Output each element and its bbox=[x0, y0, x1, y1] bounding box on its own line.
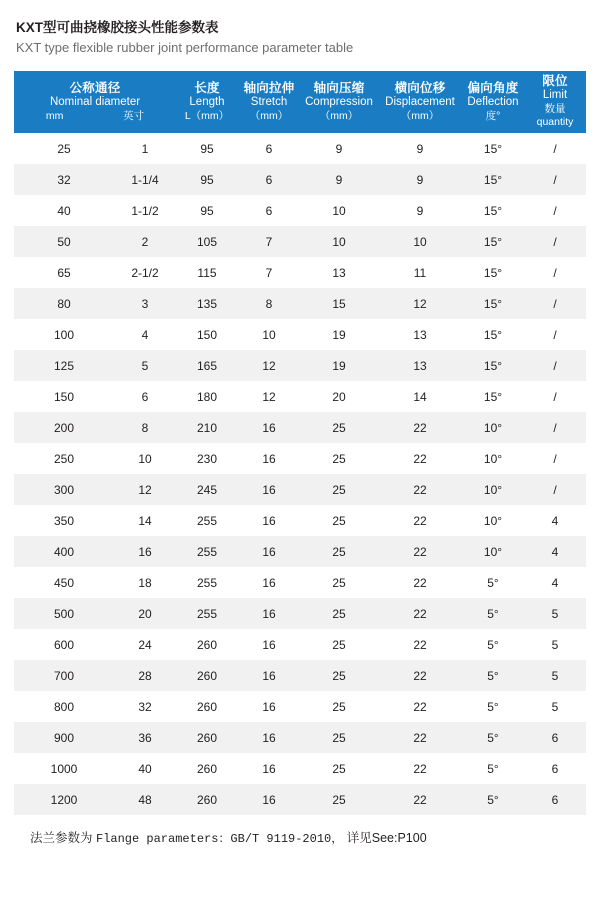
table-cell: 4 bbox=[524, 536, 586, 567]
table-cell: 25 bbox=[300, 474, 378, 505]
table-row bbox=[14, 226, 586, 257]
table-cell: 32 bbox=[14, 164, 114, 195]
table-cell: 165 bbox=[176, 350, 238, 381]
table-cell: 12 bbox=[238, 381, 300, 412]
table-cell: / bbox=[524, 474, 586, 505]
table-cell: 700 bbox=[14, 660, 114, 691]
table-cell: 6 bbox=[238, 195, 300, 226]
table-cell: 5° bbox=[462, 660, 524, 691]
table-cell: 260 bbox=[176, 753, 238, 784]
table-cell: / bbox=[524, 319, 586, 350]
table-cell: 25 bbox=[300, 505, 378, 536]
table-row bbox=[14, 722, 586, 753]
table-cell: 10 bbox=[238, 319, 300, 350]
column-unit: L（mm） bbox=[184, 109, 230, 122]
table-cell: 6 bbox=[524, 753, 586, 784]
table-cell: / bbox=[524, 257, 586, 288]
table-cell: 150 bbox=[14, 381, 114, 412]
column-header-displacement bbox=[378, 71, 462, 133]
table-cell: / bbox=[524, 133, 586, 164]
table-cell: 125 bbox=[14, 350, 114, 381]
table-cell: 5° bbox=[462, 753, 524, 784]
table-cell: 6 bbox=[238, 133, 300, 164]
table-cell: 9 bbox=[378, 133, 462, 164]
table-cell: 180 bbox=[176, 381, 238, 412]
table-cell: 16 bbox=[238, 753, 300, 784]
table-row bbox=[14, 474, 586, 505]
table-cell: 22 bbox=[378, 443, 462, 474]
table-cell: 8 bbox=[238, 288, 300, 319]
table-cell: / bbox=[524, 195, 586, 226]
table-cell: 15° bbox=[462, 226, 524, 257]
page-title-cn: KXT型可曲挠橡胶接头性能参数表 bbox=[16, 20, 219, 35]
page-title-en: KXT type flexible rubber joint performance parameter table bbox=[16, 40, 354, 55]
table-cell: 65 bbox=[14, 257, 114, 288]
table-cell: 4 bbox=[114, 319, 176, 350]
table-row bbox=[14, 784, 586, 815]
column-header-cn: 偏向角度 bbox=[467, 80, 519, 95]
table-cell: 16 bbox=[238, 505, 300, 536]
column-header-cn: 横向位移 bbox=[394, 80, 446, 95]
table-cell: 16 bbox=[238, 536, 300, 567]
table-header-row bbox=[14, 71, 586, 133]
table-cell: 5° bbox=[462, 629, 524, 660]
table-cell: 255 bbox=[176, 567, 238, 598]
table-cell: / bbox=[524, 164, 586, 195]
table-cell: / bbox=[524, 381, 586, 412]
table-cell: 25 bbox=[14, 133, 114, 164]
column-header-nominal-diameter bbox=[14, 71, 176, 133]
table-cell: 350 bbox=[14, 505, 114, 536]
table-cell: 25 bbox=[300, 753, 378, 784]
table-cell: 15° bbox=[462, 319, 524, 350]
table-cell: 10 bbox=[114, 443, 176, 474]
table-header bbox=[14, 71, 586, 133]
table-cell: 25 bbox=[300, 536, 378, 567]
table-cell: 95 bbox=[176, 164, 238, 195]
table-cell: 12 bbox=[378, 288, 462, 319]
table-cell: 10 bbox=[378, 226, 462, 257]
table-cell: 105 bbox=[176, 226, 238, 257]
table-cell: 800 bbox=[14, 691, 114, 722]
table-row bbox=[14, 412, 586, 443]
table-cell: 500 bbox=[14, 598, 114, 629]
table-cell: 22 bbox=[378, 474, 462, 505]
column-header-cn: 长度 bbox=[194, 80, 220, 95]
table-cell: 9 bbox=[300, 133, 378, 164]
table-row bbox=[14, 133, 586, 164]
column-header-en: Nominal diameter bbox=[49, 95, 141, 108]
table-cell: 5 bbox=[524, 660, 586, 691]
spec-table bbox=[14, 71, 586, 815]
table-cell: 48 bbox=[114, 784, 176, 815]
table-cell: 16 bbox=[114, 536, 176, 567]
table-row bbox=[14, 195, 586, 226]
table-cell: 13 bbox=[300, 257, 378, 288]
table-cell: 16 bbox=[238, 691, 300, 722]
table-cell: / bbox=[524, 226, 586, 257]
table-cell: 6 bbox=[114, 381, 176, 412]
table-cell: 16 bbox=[238, 629, 300, 660]
table-cell: 15° bbox=[462, 195, 524, 226]
table-cell: 9 bbox=[378, 195, 462, 226]
table-cell: 22 bbox=[378, 629, 462, 660]
table-cell: 10° bbox=[462, 536, 524, 567]
table-cell: 10° bbox=[462, 443, 524, 474]
column-header-en: Compression bbox=[305, 95, 373, 108]
footer-prefix: 法兰参数为 bbox=[30, 831, 93, 845]
table-row bbox=[14, 381, 586, 412]
table-cell: 18 bbox=[114, 567, 176, 598]
table-cell: / bbox=[524, 350, 586, 381]
table-cell: 11 bbox=[378, 257, 462, 288]
table-row bbox=[14, 319, 586, 350]
column-unit: （mm） bbox=[400, 109, 440, 122]
table-cell: 22 bbox=[378, 567, 462, 598]
table-cell: 2-1/2 bbox=[114, 257, 176, 288]
table-cell: 9 bbox=[300, 164, 378, 195]
column-header-en: Length bbox=[189, 95, 225, 108]
table-cell: 260 bbox=[176, 784, 238, 815]
table-cell: 16 bbox=[238, 567, 300, 598]
table-cell: 25 bbox=[300, 722, 378, 753]
table-cell: 1200 bbox=[14, 784, 114, 815]
table-row bbox=[14, 598, 586, 629]
table-cell: 15° bbox=[462, 381, 524, 412]
table-cell: 25 bbox=[300, 691, 378, 722]
table-cell: 100 bbox=[14, 319, 114, 350]
table-cell: 10° bbox=[462, 412, 524, 443]
table-body bbox=[14, 133, 586, 815]
table-cell: 15° bbox=[462, 350, 524, 381]
table-cell: / bbox=[524, 288, 586, 319]
table-row bbox=[14, 443, 586, 474]
table-cell: 255 bbox=[176, 598, 238, 629]
table-cell: 22 bbox=[378, 505, 462, 536]
table-cell: 7 bbox=[238, 226, 300, 257]
table-cell: 16 bbox=[238, 474, 300, 505]
table-cell: 15° bbox=[462, 133, 524, 164]
table-cell: 135 bbox=[176, 288, 238, 319]
table-cell: 6 bbox=[238, 164, 300, 195]
table-cell: 22 bbox=[378, 536, 462, 567]
table-cell: 22 bbox=[378, 722, 462, 753]
table-cell: 5° bbox=[462, 598, 524, 629]
table-cell: 1-1/4 bbox=[114, 164, 176, 195]
table-cell: 16 bbox=[238, 443, 300, 474]
table-cell: 5° bbox=[462, 784, 524, 815]
table-row bbox=[14, 691, 586, 722]
table-cell: 245 bbox=[176, 474, 238, 505]
footer-note bbox=[14, 829, 586, 848]
table-row bbox=[14, 660, 586, 691]
column-header-cn: 公称通径 bbox=[69, 80, 121, 95]
table-cell: 13 bbox=[378, 350, 462, 381]
column-unit: 度° bbox=[485, 109, 501, 122]
table-cell: 8 bbox=[114, 412, 176, 443]
column-header-limit bbox=[524, 71, 586, 133]
table-row bbox=[14, 629, 586, 660]
table-row bbox=[14, 505, 586, 536]
column-header-en: Stretch bbox=[250, 95, 288, 108]
table-cell: 14 bbox=[378, 381, 462, 412]
table-cell: 3 bbox=[114, 288, 176, 319]
column-unit: （mm） bbox=[319, 109, 359, 122]
column-unit-inch: 英寸 bbox=[123, 109, 145, 122]
table-cell: 1000 bbox=[14, 753, 114, 784]
table-cell: 28 bbox=[114, 660, 176, 691]
table-cell: 95 bbox=[176, 195, 238, 226]
table-cell: 1 bbox=[114, 133, 176, 164]
table-cell: 80 bbox=[14, 288, 114, 319]
table-cell: 22 bbox=[378, 753, 462, 784]
table-cell: 22 bbox=[378, 691, 462, 722]
table-cell: 2 bbox=[114, 226, 176, 257]
column-header-en: Displacement bbox=[385, 95, 455, 108]
table-cell: 6 bbox=[524, 784, 586, 815]
column-header-cn: 轴向拉伸 bbox=[243, 80, 295, 95]
column-header-length bbox=[176, 71, 238, 133]
table-cell: 10 bbox=[300, 226, 378, 257]
table-cell: 22 bbox=[378, 660, 462, 691]
table-cell: 260 bbox=[176, 691, 238, 722]
footer-suffix: 详见See:P100 bbox=[346, 831, 427, 845]
table-cell: / bbox=[524, 412, 586, 443]
table-cell: 255 bbox=[176, 536, 238, 567]
table-cell: 230 bbox=[176, 443, 238, 474]
table-cell: 24 bbox=[114, 629, 176, 660]
table-row bbox=[14, 536, 586, 567]
table-cell: 14 bbox=[114, 505, 176, 536]
table-cell: 5 bbox=[524, 691, 586, 722]
table-row bbox=[14, 350, 586, 381]
table-cell: 13 bbox=[378, 319, 462, 350]
table-cell: 25 bbox=[300, 443, 378, 474]
table-row bbox=[14, 567, 586, 598]
column-header-en: Deflection bbox=[467, 95, 519, 108]
table-cell: 25 bbox=[300, 412, 378, 443]
table-cell: 255 bbox=[176, 505, 238, 536]
table-cell: 200 bbox=[14, 412, 114, 443]
table-cell: 7 bbox=[238, 257, 300, 288]
table-cell: 36 bbox=[114, 722, 176, 753]
table-cell: 22 bbox=[378, 784, 462, 815]
table-cell: 16 bbox=[238, 412, 300, 443]
table-cell: 150 bbox=[176, 319, 238, 350]
column-header-compression bbox=[300, 71, 378, 133]
table-cell: 20 bbox=[300, 381, 378, 412]
table-cell: 210 bbox=[176, 412, 238, 443]
table-cell: 19 bbox=[300, 350, 378, 381]
table-row bbox=[14, 257, 586, 288]
table-cell: 600 bbox=[14, 629, 114, 660]
column-header-cn: 限位 bbox=[542, 74, 568, 88]
table-cell: 25 bbox=[300, 598, 378, 629]
table-cell: 400 bbox=[14, 536, 114, 567]
table-cell: 1-1/2 bbox=[114, 195, 176, 226]
table-cell: 25 bbox=[300, 629, 378, 660]
table-cell: 25 bbox=[300, 784, 378, 815]
table-cell: 10° bbox=[462, 474, 524, 505]
table-cell: 250 bbox=[14, 443, 114, 474]
table-cell: 15° bbox=[462, 288, 524, 319]
table-cell: 22 bbox=[378, 412, 462, 443]
column-header-cn: 轴向压缩 bbox=[313, 80, 365, 95]
table-cell: 260 bbox=[176, 722, 238, 753]
table-cell: 5° bbox=[462, 722, 524, 753]
table-cell: 25 bbox=[300, 660, 378, 691]
table-cell: 25 bbox=[300, 567, 378, 598]
table-cell: 260 bbox=[176, 660, 238, 691]
table-cell: 15° bbox=[462, 257, 524, 288]
table-cell: 40 bbox=[114, 753, 176, 784]
table-row bbox=[14, 288, 586, 319]
table-cell: 15° bbox=[462, 164, 524, 195]
table-cell: 15 bbox=[300, 288, 378, 319]
table-cell: 16 bbox=[238, 722, 300, 753]
table-cell: 19 bbox=[300, 319, 378, 350]
table-cell: 12 bbox=[114, 474, 176, 505]
table-cell: 300 bbox=[14, 474, 114, 505]
table-cell: 5° bbox=[462, 567, 524, 598]
column-unit: （mm） bbox=[249, 109, 289, 122]
table-cell: 5 bbox=[114, 350, 176, 381]
table-cell: / bbox=[524, 443, 586, 474]
table-cell: 5 bbox=[524, 629, 586, 660]
column-unit: 数量 quantity bbox=[536, 103, 574, 128]
table-cell: 16 bbox=[238, 784, 300, 815]
table-cell: 4 bbox=[524, 567, 586, 598]
table-cell: 115 bbox=[176, 257, 238, 288]
table-cell: 4 bbox=[524, 505, 586, 536]
table-cell: 50 bbox=[14, 226, 114, 257]
table-row bbox=[14, 753, 586, 784]
table-cell: 12 bbox=[238, 350, 300, 381]
column-header-en: Limit bbox=[542, 89, 568, 101]
table-cell: 22 bbox=[378, 598, 462, 629]
table-cell: 16 bbox=[238, 598, 300, 629]
table-cell: 40 bbox=[14, 195, 114, 226]
table-row bbox=[14, 164, 586, 195]
table-cell: 260 bbox=[176, 629, 238, 660]
footer-standard: Flange parameters：GB/T 9119-2010， bbox=[96, 832, 344, 846]
table-cell: 5° bbox=[462, 691, 524, 722]
table-cell: 32 bbox=[114, 691, 176, 722]
table-cell: 9 bbox=[378, 164, 462, 195]
table-cell: 450 bbox=[14, 567, 114, 598]
table-cell: 16 bbox=[238, 660, 300, 691]
table-cell: 10 bbox=[300, 195, 378, 226]
column-header-deflection bbox=[462, 71, 524, 133]
table-cell: 900 bbox=[14, 722, 114, 753]
table-cell: 5 bbox=[524, 598, 586, 629]
table-cell: 20 bbox=[114, 598, 176, 629]
table-cell: 6 bbox=[524, 722, 586, 753]
table-cell: 10° bbox=[462, 505, 524, 536]
column-unit-mm: mm bbox=[45, 109, 64, 122]
table-cell: 95 bbox=[176, 133, 238, 164]
column-header-stretch bbox=[238, 71, 300, 133]
